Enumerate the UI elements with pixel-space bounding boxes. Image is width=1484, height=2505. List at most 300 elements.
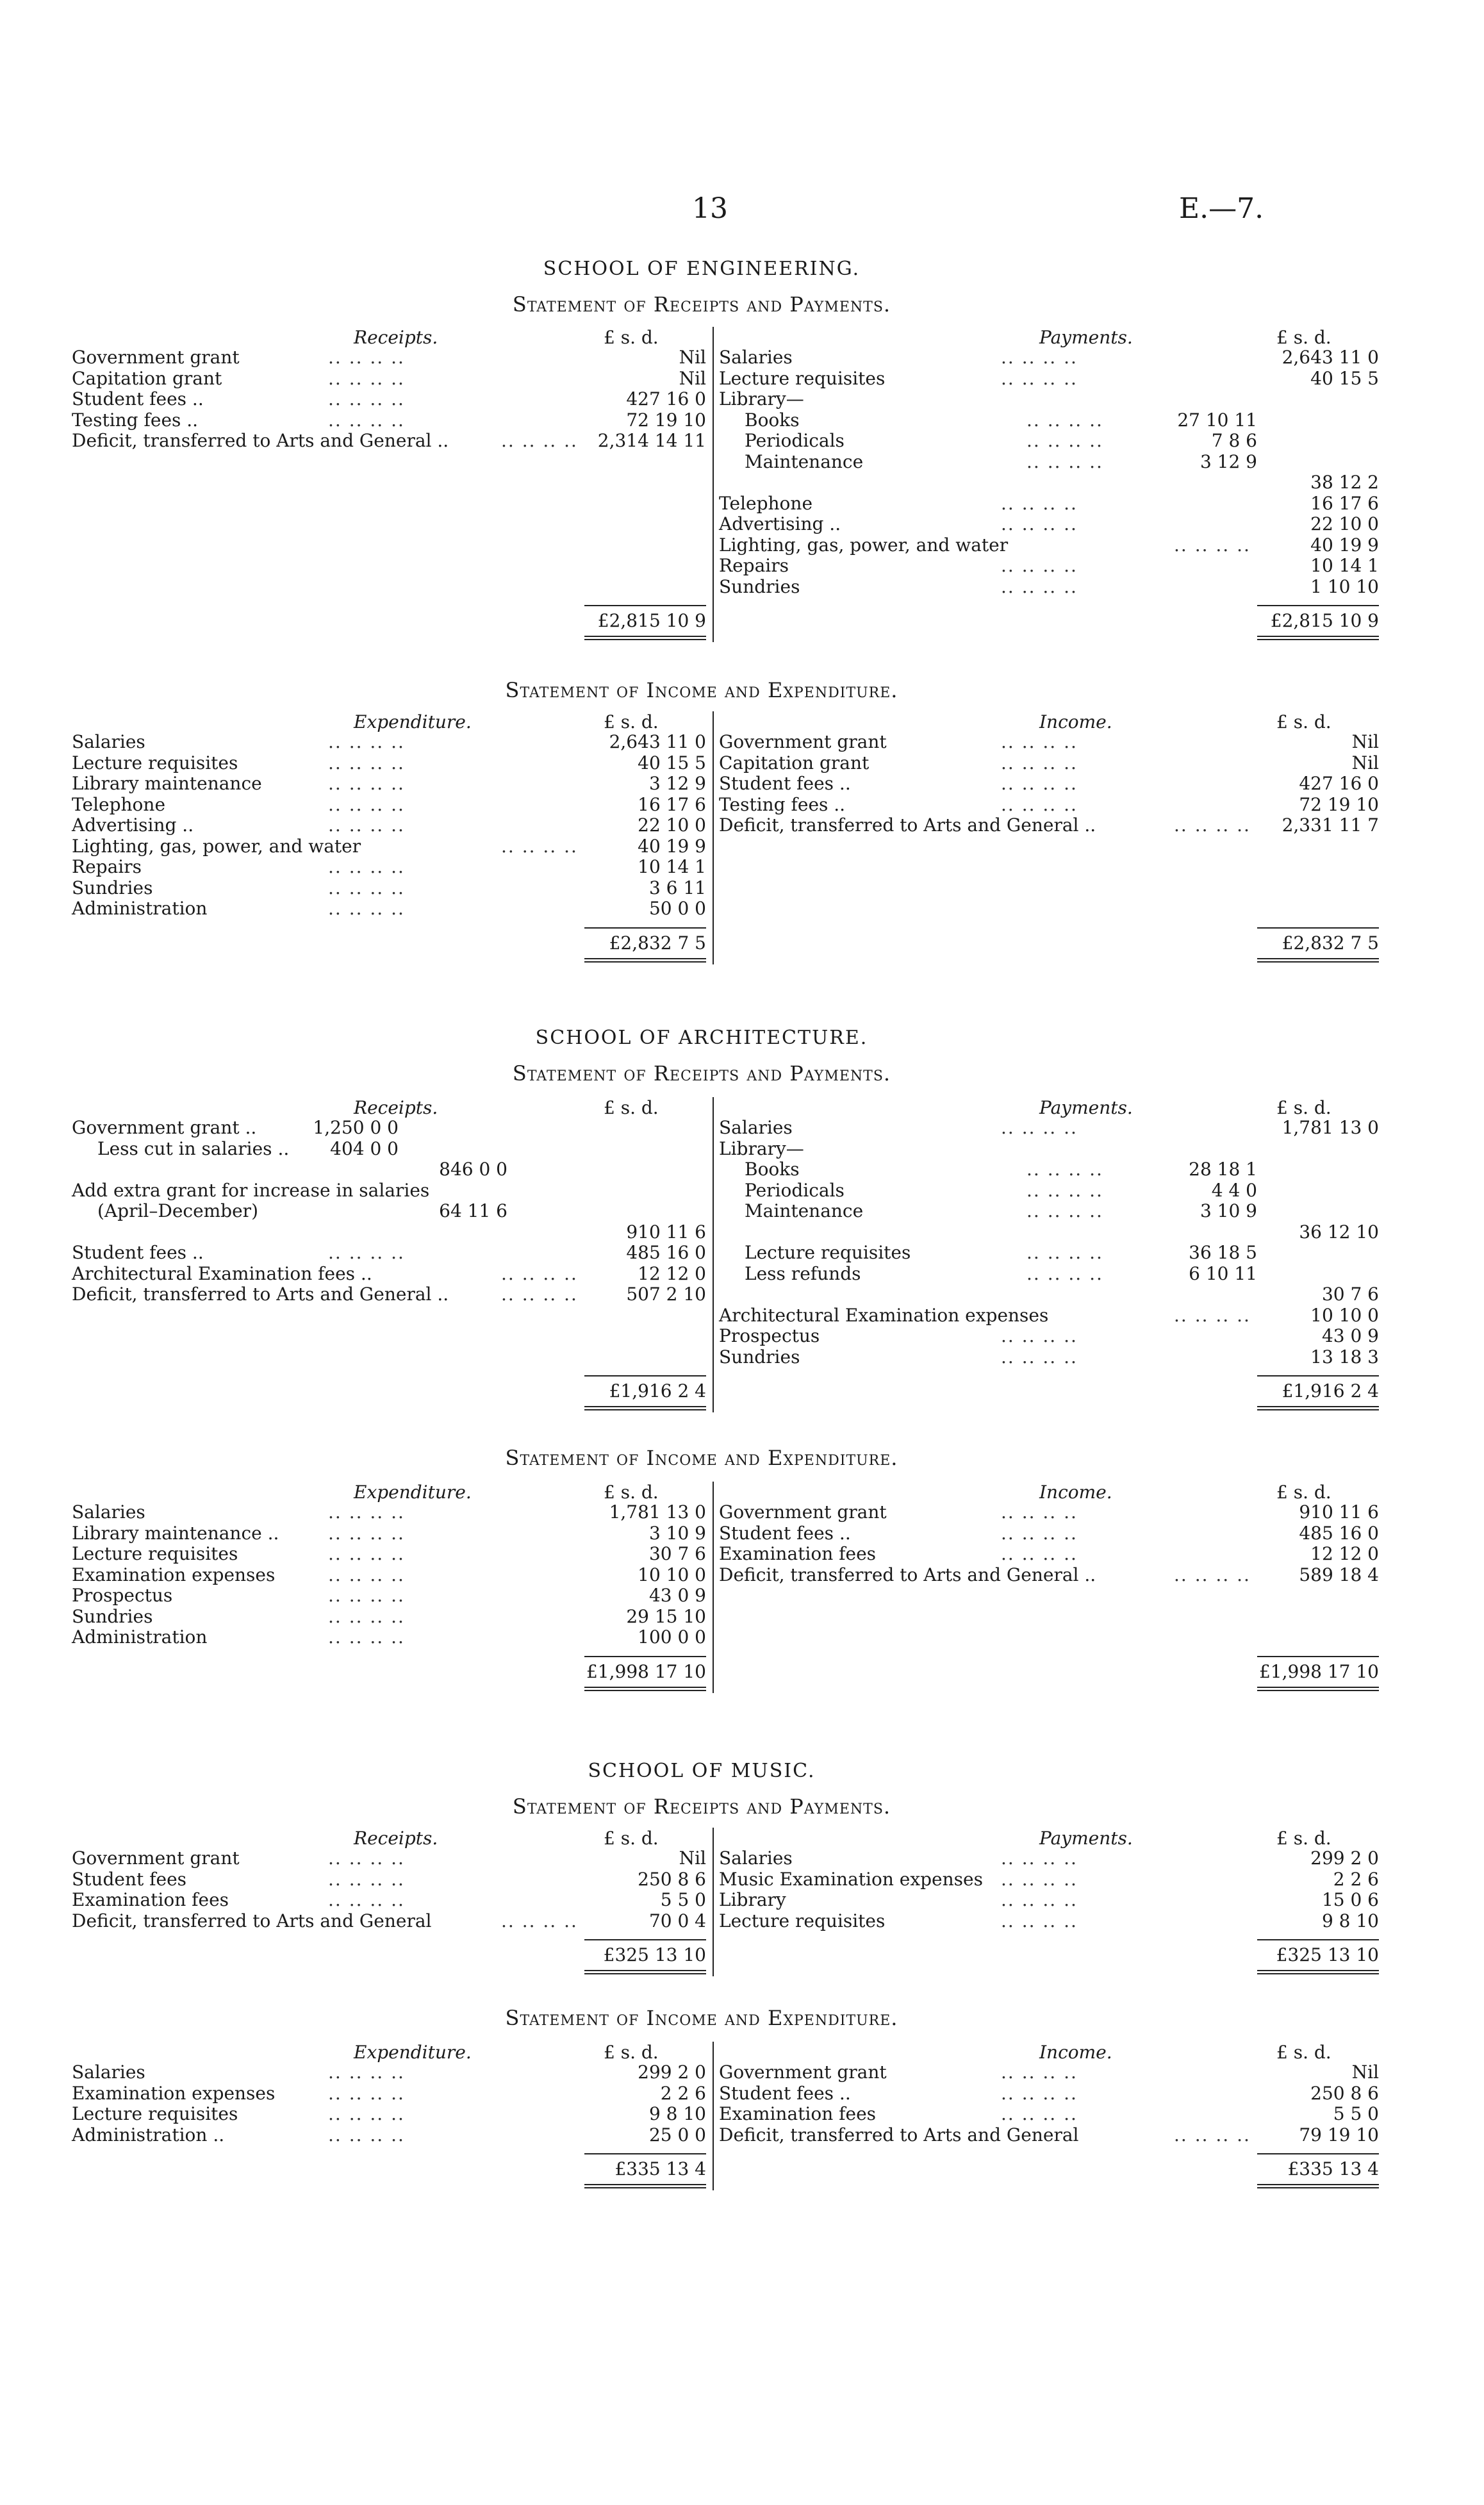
right-currency-header: £ s. d. [1276, 1097, 1331, 1118]
line-item [72, 1201, 713, 1222]
line-item [72, 857, 713, 878]
amount: 1,781 13 0 [1282, 1117, 1379, 1138]
leader-dots: .. .. .. .. [1001, 1910, 1078, 1931]
line-item [72, 1118, 713, 1139]
amount: 22 10 0 [1310, 513, 1379, 534]
amount: 12 12 0 [1310, 1543, 1379, 1564]
line-label: Examination expenses [72, 2082, 276, 2104]
right-total-rule [1257, 1656, 1379, 1657]
amount: 36 12 10 [1299, 1221, 1379, 1243]
amount: 5 5 0 [660, 1889, 706, 1910]
line-label: Library maintenance .. [72, 1522, 279, 1544]
line-label: Administration .. [72, 2124, 225, 2145]
line-item [719, 1222, 1385, 1243]
line-label: Government grant [72, 347, 240, 368]
amount: 507 2 10 [626, 1284, 706, 1305]
left-total: £335 13 4 [614, 2158, 706, 2179]
amount: Nil [1351, 731, 1379, 752]
leader-dots: .. .. .. .. [328, 1501, 405, 1523]
left-total-rule [584, 2153, 706, 2154]
leader-dots: .. .. .. .. [328, 388, 405, 409]
left-currency-header: £ s. d. [604, 1828, 659, 1849]
line-label: Salaries [719, 1848, 793, 1869]
amount: 100 0 0 [638, 1626, 706, 1648]
column-headings [72, 1828, 1385, 1848]
line-item [72, 1180, 713, 1202]
line-item [72, 878, 713, 899]
leader-dots: .. .. .. .. [501, 835, 578, 857]
line-item [719, 472, 1385, 493]
architecture-rp-heading: Statement of Receipts and Payments. [512, 1061, 891, 1086]
leader-dots: .. .. .. .. [1001, 1522, 1078, 1544]
amount: 72 19 10 [626, 409, 706, 431]
leader-dots: .. .. .. .. [1174, 1304, 1251, 1326]
amount: 40 19 9 [638, 835, 706, 857]
line-label: Deficit, transferred to Arts and General .. [719, 1564, 1096, 1585]
amount: 485 16 0 [1299, 1522, 1379, 1544]
line-label: Administration [72, 1626, 208, 1648]
amount: 40 15 5 [638, 752, 706, 773]
amount: 2,643 11 0 [609, 731, 706, 752]
line-label: Salaries [72, 1501, 145, 1523]
sub-amount: 28 18 1 [1189, 1159, 1257, 1180]
amount: 79 19 10 [1299, 2124, 1379, 2145]
leader-dots: .. .. .. .. [1026, 1200, 1103, 1221]
line-item [72, 773, 713, 795]
line-label: Less refunds [745, 1262, 861, 1284]
leader-dots: .. .. .. .. [328, 752, 405, 773]
right-total: £2,832 7 5 [1282, 932, 1379, 954]
right-total: £335 13 4 [1287, 2158, 1379, 2179]
column-headings [72, 2042, 1385, 2062]
amount: 485 16 0 [626, 1242, 706, 1263]
right-currency-header: £ s. d. [1276, 2042, 1331, 2063]
right-currency-header: £ s. d. [1276, 1482, 1331, 1503]
leader-dots: .. .. .. .. [1026, 1262, 1103, 1284]
line-item [719, 1326, 1385, 1347]
leader-dots: .. .. .. .. [328, 1585, 405, 1606]
line-label: Lighting, gas, power, and water [72, 835, 361, 857]
document-reference: E.—7. [1179, 192, 1264, 225]
architecture-receipts-payments [72, 1097, 1385, 1430]
amount: 10 14 1 [1310, 555, 1379, 576]
left-caption: Receipts. [354, 1097, 438, 1118]
line-item [72, 1544, 713, 1565]
amount: Nil [1351, 752, 1379, 773]
column-headings [72, 1482, 1385, 1502]
amount: 910 11 6 [626, 1221, 706, 1243]
line-item [719, 452, 1385, 473]
amount: 10 10 0 [638, 1564, 706, 1585]
amount: 299 2 0 [638, 2062, 706, 2083]
line-item [719, 753, 1385, 774]
line-item [72, 347, 713, 368]
line-label: Administration [72, 898, 208, 919]
line-item [719, 1180, 1385, 1202]
leader-dots: .. .. .. .. [1001, 731, 1078, 752]
amount: 250 8 6 [1310, 2082, 1379, 2104]
leader-dots: .. .. .. .. [1001, 347, 1078, 368]
amount-a: 404 0 0 [330, 1137, 399, 1159]
line-label: Salaries [719, 1117, 793, 1138]
line-item [72, 1565, 713, 1586]
column-divider [713, 327, 714, 642]
amount: 40 19 9 [1310, 534, 1379, 556]
right-total: £2,815 10 9 [1270, 610, 1379, 631]
amount: 2,314 14 11 [597, 430, 706, 451]
leader-dots: .. .. .. .. [328, 1605, 405, 1627]
line-label: Salaries [719, 347, 793, 368]
amount: 2,331 11 7 [1282, 814, 1379, 836]
amount: 22 10 0 [638, 814, 706, 836]
line-label: Deficit, transferred to Arts and General [719, 2124, 1079, 2145]
line-label: Library— [719, 388, 804, 409]
right-total-double-rule [1257, 2184, 1379, 2188]
right-total-double-rule [1257, 1970, 1379, 1974]
engineering-rp-heading: Statement of Receipts and Payments. [512, 292, 891, 317]
leader-dots: .. .. .. .. [1001, 1501, 1078, 1523]
leader-dots: .. .. .. .. [1026, 451, 1103, 472]
sub-amount: 3 10 9 [1200, 1200, 1257, 1221]
line-label: (April–December) [97, 1200, 258, 1221]
line-item [719, 795, 1385, 816]
engineering-ie-heading: Statement of Income and Expenditure. [505, 678, 898, 702]
amount: 16 17 6 [1310, 492, 1379, 514]
leader-dots: .. .. .. .. [1174, 2124, 1251, 2145]
leader-dots: .. .. .. .. [1001, 1325, 1078, 1346]
right-total-rule [1257, 605, 1379, 606]
music-ie-heading: Statement of Income and Expenditure. [505, 2006, 898, 2030]
right-column [719, 1848, 1385, 1931]
line-label: Lecture requisites [72, 752, 238, 773]
line-item [72, 1869, 713, 1890]
amount: 250 8 6 [638, 1868, 706, 1890]
column-divider [713, 1482, 714, 1693]
line-label: Testing fees .. [72, 409, 199, 431]
left-total-double-rule [584, 958, 706, 963]
line-item [72, 1523, 713, 1544]
line-label: Salaries [72, 2062, 145, 2083]
leader-dots: .. .. .. .. [1001, 773, 1078, 794]
line-item [719, 347, 1385, 368]
left-column [72, 347, 713, 452]
line-label: Examination fees [719, 2103, 877, 2124]
line-item [719, 1869, 1385, 1890]
line-item [72, 389, 713, 410]
right-currency-header: £ s. d. [1276, 711, 1331, 732]
leader-dots: .. .. .. .. [328, 898, 405, 919]
line-label: Government grant [719, 1501, 887, 1523]
column-divider [713, 2042, 714, 2190]
column-divider [713, 1828, 714, 1976]
amount: 2 2 6 [1333, 1868, 1379, 1890]
leader-dots: .. .. .. .. [1001, 2103, 1078, 2124]
leader-dots: .. .. .. .. [501, 430, 578, 451]
line-item [72, 1502, 713, 1523]
column-divider [713, 711, 714, 964]
left-total: £2,815 10 9 [597, 610, 706, 631]
line-item [719, 389, 1385, 410]
left-total: £2,832 7 5 [609, 932, 706, 954]
left-caption: Receipts. [354, 327, 438, 348]
leader-dots: .. .. .. .. [501, 1910, 578, 1931]
leader-dots: .. .. .. .. [1001, 492, 1078, 514]
leader-dots: .. .. .. .. [1001, 1543, 1078, 1564]
music-rp-heading: Statement of Receipts and Payments. [512, 1794, 891, 1819]
line-item [719, 1523, 1385, 1544]
amount: 2,643 11 0 [1282, 347, 1379, 368]
amount: 40 15 5 [1310, 367, 1379, 389]
leader-dots: .. .. .. .. [328, 2062, 405, 2083]
line-label: Sundries [72, 877, 153, 898]
leader-dots: .. .. .. .. [328, 1848, 405, 1869]
left-caption: Expenditure. [354, 711, 472, 732]
architecture-title: SCHOOL OF ARCHITECTURE. [535, 1027, 868, 1049]
leader-dots: .. .. .. .. [1026, 1159, 1103, 1180]
line-label: Music Examination expenses [719, 1868, 983, 1890]
right-caption: Income. [1039, 2042, 1112, 2063]
line-item [72, 898, 713, 920]
line-item [72, 1911, 713, 1932]
line-label: Deficit, transferred to Arts and General .. [72, 1284, 449, 1305]
line-label: Add extra grant for increase in salaries [72, 1179, 430, 1201]
leader-dots: .. .. .. .. [1174, 814, 1251, 836]
right-caption: Payments. [1039, 327, 1133, 348]
amount: 10 10 0 [1310, 1304, 1379, 1326]
line-item [719, 773, 1385, 795]
amount: 13 18 3 [1310, 1346, 1379, 1368]
amount: 50 0 0 [648, 898, 706, 919]
leader-dots: .. .. .. .. [1026, 1242, 1103, 1263]
amount: 589 18 4 [1299, 1564, 1379, 1585]
line-label: Lecture requisites [72, 2103, 238, 2124]
left-column [72, 1848, 713, 1931]
leader-dots: .. .. .. .. [328, 347, 405, 368]
right-caption: Income. [1039, 1482, 1112, 1503]
left-total-rule [584, 1375, 706, 1377]
amount: 72 19 10 [1299, 793, 1379, 815]
amount: 9 8 10 [1321, 1910, 1379, 1931]
leader-dots: .. .. .. .. [328, 731, 405, 752]
line-label: Lecture requisites [72, 1543, 238, 1564]
leader-dots: .. .. .. .. [328, 1543, 405, 1564]
line-label: Government grant .. [72, 1117, 257, 1138]
line-label: Student fees .. [72, 388, 204, 409]
left-currency-header: £ s. d. [604, 327, 659, 348]
amount-b: 64 11 6 [439, 1200, 507, 1221]
line-label: Library maintenance [72, 773, 262, 794]
left-column [72, 1118, 713, 1305]
line-item [72, 2062, 713, 2083]
left-total-double-rule [584, 1406, 706, 1410]
leader-dots: .. .. .. .. [1001, 793, 1078, 815]
line-item [719, 2083, 1385, 2104]
engineering-title: SCHOOL OF ENGINEERING. [543, 258, 861, 280]
sub-amount: 7 8 6 [1211, 430, 1257, 451]
right-total: £325 13 10 [1276, 1944, 1379, 1965]
right-column [719, 1502, 1385, 1585]
line-label: Examination fees [719, 1543, 877, 1564]
line-label: Testing fees .. [719, 793, 846, 815]
leader-dots: .. .. .. .. [328, 877, 405, 898]
line-label: Deficit, transferred to Arts and General .. [72, 430, 449, 451]
line-item [719, 1305, 1385, 1327]
line-item [72, 836, 713, 857]
leader-dots: .. .. .. .. [1001, 367, 1078, 389]
leader-dots: .. .. .. .. [328, 2082, 405, 2104]
amount: 3 12 9 [648, 773, 706, 794]
line-item [719, 368, 1385, 390]
left-column [72, 732, 713, 920]
amount: 9 8 10 [648, 2103, 706, 2124]
left-caption: Receipts. [354, 1828, 438, 1849]
line-item [72, 1284, 713, 1305]
amount: 3 6 11 [648, 877, 706, 898]
leader-dots: .. .. .. .. [328, 773, 405, 794]
line-label: Lighting, gas, power, and water [719, 534, 1009, 556]
amount: 10 14 1 [638, 856, 706, 877]
line-item [719, 1848, 1385, 1869]
line-item [72, 1243, 713, 1264]
left-total: £1,916 2 4 [609, 1380, 706, 1401]
amount: 43 0 9 [648, 1585, 706, 1606]
leader-dots: .. .. .. .. [1001, 1346, 1078, 1368]
line-label: Student fees [72, 1868, 187, 1890]
line-label: Maintenance [745, 1200, 864, 1221]
right-total-double-rule [1257, 1406, 1379, 1410]
leader-dots: .. .. .. .. [328, 2103, 405, 2124]
sub-amount: 3 12 9 [1200, 451, 1257, 472]
music-income-expenditure [72, 2042, 1385, 2215]
line-item [719, 1911, 1385, 1932]
left-column [72, 1502, 713, 1648]
right-caption: Payments. [1039, 1828, 1133, 1849]
line-label: Prospectus [719, 1325, 820, 1346]
line-label: Library— [719, 1137, 804, 1159]
line-label: Sundries [719, 1346, 800, 1368]
line-item [72, 2125, 713, 2146]
left-total-rule [584, 605, 706, 606]
amount: Nil [1351, 2062, 1379, 2083]
line-item [719, 2104, 1385, 2125]
leader-dots: .. .. .. .. [1026, 409, 1103, 431]
leader-dots: .. .. .. .. [328, 409, 405, 431]
amount-b: 846 0 0 [439, 1159, 507, 1180]
line-item [719, 556, 1385, 577]
amount: 427 16 0 [1299, 773, 1379, 794]
left-column [72, 2062, 713, 2145]
left-total-double-rule [584, 2184, 706, 2188]
amount: 70 0 4 [648, 1910, 706, 1931]
line-label: Student fees .. [719, 2082, 851, 2104]
amount-a: 1,250 0 0 [313, 1117, 399, 1138]
line-label: Advertising .. [719, 513, 841, 534]
left-caption: Expenditure. [354, 2042, 472, 2063]
leader-dots: .. .. .. .. [501, 1262, 578, 1284]
line-item [72, 1139, 713, 1160]
amount: Nil [679, 367, 706, 389]
line-label: Advertising .. [72, 814, 194, 836]
amount: 12 12 0 [638, 1262, 706, 1284]
right-total-rule [1257, 927, 1379, 929]
amount: 25 0 0 [648, 2124, 706, 2145]
left-total-double-rule [584, 1970, 706, 1974]
line-item [719, 1139, 1385, 1160]
line-label: Lecture requisites [745, 1242, 911, 1263]
line-label: Architectural Examination fees .. [72, 1262, 372, 1284]
line-label: Deficit, transferred to Arts and General [72, 1910, 432, 1931]
line-label: Books [745, 1159, 800, 1180]
line-label: Library [719, 1889, 786, 1910]
line-label: Capitation grant [72, 367, 222, 389]
right-total-rule [1257, 2153, 1379, 2154]
left-total-double-rule [584, 636, 706, 640]
line-item [72, 431, 713, 452]
line-item [72, 815, 713, 836]
amount: 910 11 6 [1299, 1501, 1379, 1523]
amount: 3 10 9 [648, 1522, 706, 1544]
leader-dots: .. .. .. .. [1001, 752, 1078, 773]
amount: Nil [679, 1848, 706, 1869]
leader-dots: .. .. .. .. [328, 367, 405, 389]
left-currency-header: £ s. d. [604, 711, 659, 732]
line-item [72, 1159, 713, 1180]
amount: 427 16 0 [626, 388, 706, 409]
amount: 1 10 10 [1310, 575, 1379, 597]
right-caption: Income. [1039, 711, 1112, 732]
line-item [72, 1585, 713, 1607]
left-currency-header: £ s. d. [604, 1097, 659, 1118]
amount: 30 7 6 [648, 1543, 706, 1564]
line-label: Student fees .. [72, 1242, 204, 1263]
amount: 299 2 0 [1310, 1848, 1379, 1869]
amount: 5 5 0 [1333, 2103, 1379, 2124]
line-item [719, 1243, 1385, 1264]
line-item [72, 2083, 713, 2104]
leader-dots: .. .. .. .. [1001, 1868, 1078, 1890]
page-number: 13 [692, 192, 728, 225]
right-total-rule [1257, 1375, 1379, 1377]
line-label: Salaries [72, 731, 145, 752]
amount: 38 12 2 [1310, 472, 1379, 493]
leader-dots: .. .. .. .. [328, 793, 405, 815]
right-column [719, 1118, 1385, 1368]
leader-dots: .. .. .. .. [1001, 1117, 1078, 1138]
left-currency-header: £ s. d. [604, 1482, 659, 1503]
line-label: Government grant [719, 2062, 887, 2083]
amount: 29 15 10 [626, 1605, 706, 1627]
sub-amount: 4 4 0 [1211, 1179, 1257, 1201]
right-column [719, 347, 1385, 597]
line-label: Maintenance [745, 451, 864, 472]
line-item [719, 732, 1385, 753]
line-item [72, 732, 713, 753]
leader-dots: .. .. .. .. [1001, 1848, 1078, 1869]
line-label: Repairs [719, 555, 789, 576]
right-total-double-rule [1257, 636, 1379, 640]
left-total-rule [584, 927, 706, 929]
line-label: Telephone [719, 492, 813, 514]
leader-dots: .. .. .. .. [328, 1242, 405, 1263]
left-caption: Expenditure. [354, 1482, 472, 1503]
line-item [719, 514, 1385, 535]
line-item [72, 1607, 713, 1628]
sub-amount: 27 10 11 [1177, 409, 1257, 431]
line-item [719, 1159, 1385, 1180]
leader-dots: .. .. .. .. [1001, 2062, 1078, 2083]
right-total-double-rule [1257, 958, 1379, 963]
engineering-receipts-payments [72, 327, 1385, 666]
